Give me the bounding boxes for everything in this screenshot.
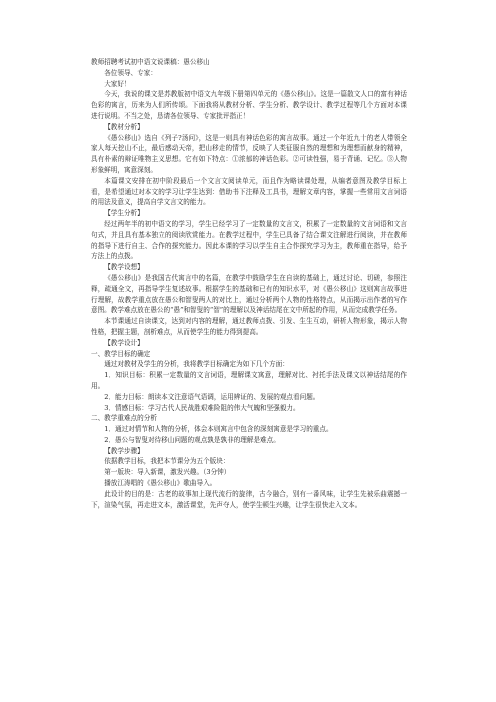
step-one-title: 第一版块：导入新课，激发兴趣。（3分钟） bbox=[104, 468, 231, 477]
salutation: 各位领导、专家： bbox=[104, 68, 157, 77]
section-heading-concept: 【教学设想】 bbox=[104, 263, 144, 272]
steps-intro: 依据教学目标，我把本节课分为五个版块： bbox=[104, 457, 230, 466]
section-heading-design: 【教学设计】 bbox=[104, 338, 144, 347]
material-paragraph-1: 《愚公移山》选自《列子?汤问》，这是一则具有神话色彩的寓言故事。通过一个年近九十的老人带领全家人每天挖山不止，最后感动天帝，把山移走的情节，反映了人类征服自然的理想和为理想而献身的精神，具有朴素的辩证唯物主义思想。它有如下特点：①浓郁的神话色彩。②可读性强，易于背诵、记忆。③人物形象鲜明，寓意深刻。 bbox=[91, 133, 407, 174]
subheading-objectives: 一、教学目标的确定 bbox=[91, 349, 151, 358]
objective-item: 2．能力目标：朗读本文注意语气语调，运用辨证的、发展的观点看问题。 bbox=[104, 392, 320, 401]
step-one-detail: 播放江涛唱的《愚公移山》歌曲导入。 bbox=[104, 479, 217, 488]
section-heading-steps: 【教学步骤】 bbox=[104, 446, 144, 455]
concept-paragraph-1: 《愚公移山》是我国古代寓言中的名篇，在教学中鼓励学生在自读的基础上，通过讨论、切磋，参照注释，疏通全文，再指导学生复述故事。根据学生的基础和已有的知识水平，对《愚公移山》这则寓言故事进行理解，故教学重点放在愚公和智叟两人的对比上，通过分析两个人物的性格特点，从而揭示出作者的写作意图。教学难点放在愚公的“愚”和智叟的“智”的理解以及神话结尾在文中所起的作用，从而完成教学任务。 bbox=[91, 273, 407, 315]
document-title: 教师招聘考试初中语文说课稿：愚公移山 bbox=[91, 58, 210, 66]
subheading-key-points: 二、教学重难点的分析 bbox=[91, 414, 157, 423]
key-point-item: 2．愚公与智叟对待移山问题的观点孰是孰非的理解是难点。 bbox=[104, 435, 280, 444]
document-body bbox=[91, 57, 407, 510]
section-heading-students: 【学生分析】 bbox=[104, 209, 144, 218]
material-paragraph-2: 本篇课文安排在初中阶段最后一个文言文阅读单元，而且作为略读课处理，从编者意图及教学目标上看，是希望通过对本文的学习让学生达到：借助书下注释及工具书，理解文章内容，掌握一些常用文言词语的用法及意义，提高自学文言文的能力。 bbox=[91, 176, 407, 207]
concept-paragraph-2: 本节课通过自读课文，达到对内容的理解，通过教师点拨、引发、生生互动，研析人物形象，揭示人物性格，把握主题，剖析难点，从而使学生的能力得到提高。 bbox=[91, 317, 407, 336]
students-paragraph: 经过两年半的初中语文的学习，学生已经学习了一定数量的文言文，积累了一定数量的文言词语和文言句式，并且具有基本独立的阅读欣赏能力。在教学过程中，学生已具备了结合课文注解进行阅读，并在教师的指导下进行自主、合作的探究能力。因此本课的学习以学生自主合作探究学习为主，教师重在指导，给予方法上的点拨。 bbox=[91, 219, 407, 261]
objective-item: 3．情感目标：学习古代人民战胜艰难险阻的伟大气魄和坚强毅力。 bbox=[104, 403, 300, 412]
key-point-item: 1．通过对情节和人物的分析，体会本则寓言中包含的深刻寓意是学习的重点。 bbox=[104, 425, 333, 434]
greeting: 大家好！ bbox=[104, 79, 131, 88]
objectives-intro: 通过对教材及学生的分析，我将教学目标确定为如下几个方面： bbox=[104, 360, 289, 369]
objective-item: 1．知识目标：积累一定数量的文言词语，理解课文寓意，理解对比、衬托手法及课文以神话结尾的作用。 bbox=[91, 371, 407, 390]
intro-paragraph: 今天，我说的课文是苏教版初中语文九年级下册第四单元的《愚公移山》。这是一篇散文人口的富有神话色彩的寓言，历来为人们所传颂。下面我将从教材分析、学生分析、教学设计、教学过程等几个方面对本课进行说明。不当之处，恳请各位领导、专家批评指正！ bbox=[91, 90, 407, 120]
section-heading-material: 【教材分析】 bbox=[104, 122, 144, 131]
step-one-rationale: 此设计的目的是：古老的故事加上现代流行的旋律，古今融合，别有一番风味，让学生先被乐曲震撼一下，渲染气氛，再走进文本，激活课堂，先声夺人，使学生顿生兴趣，让学生很快走入文本。 bbox=[91, 489, 407, 509]
